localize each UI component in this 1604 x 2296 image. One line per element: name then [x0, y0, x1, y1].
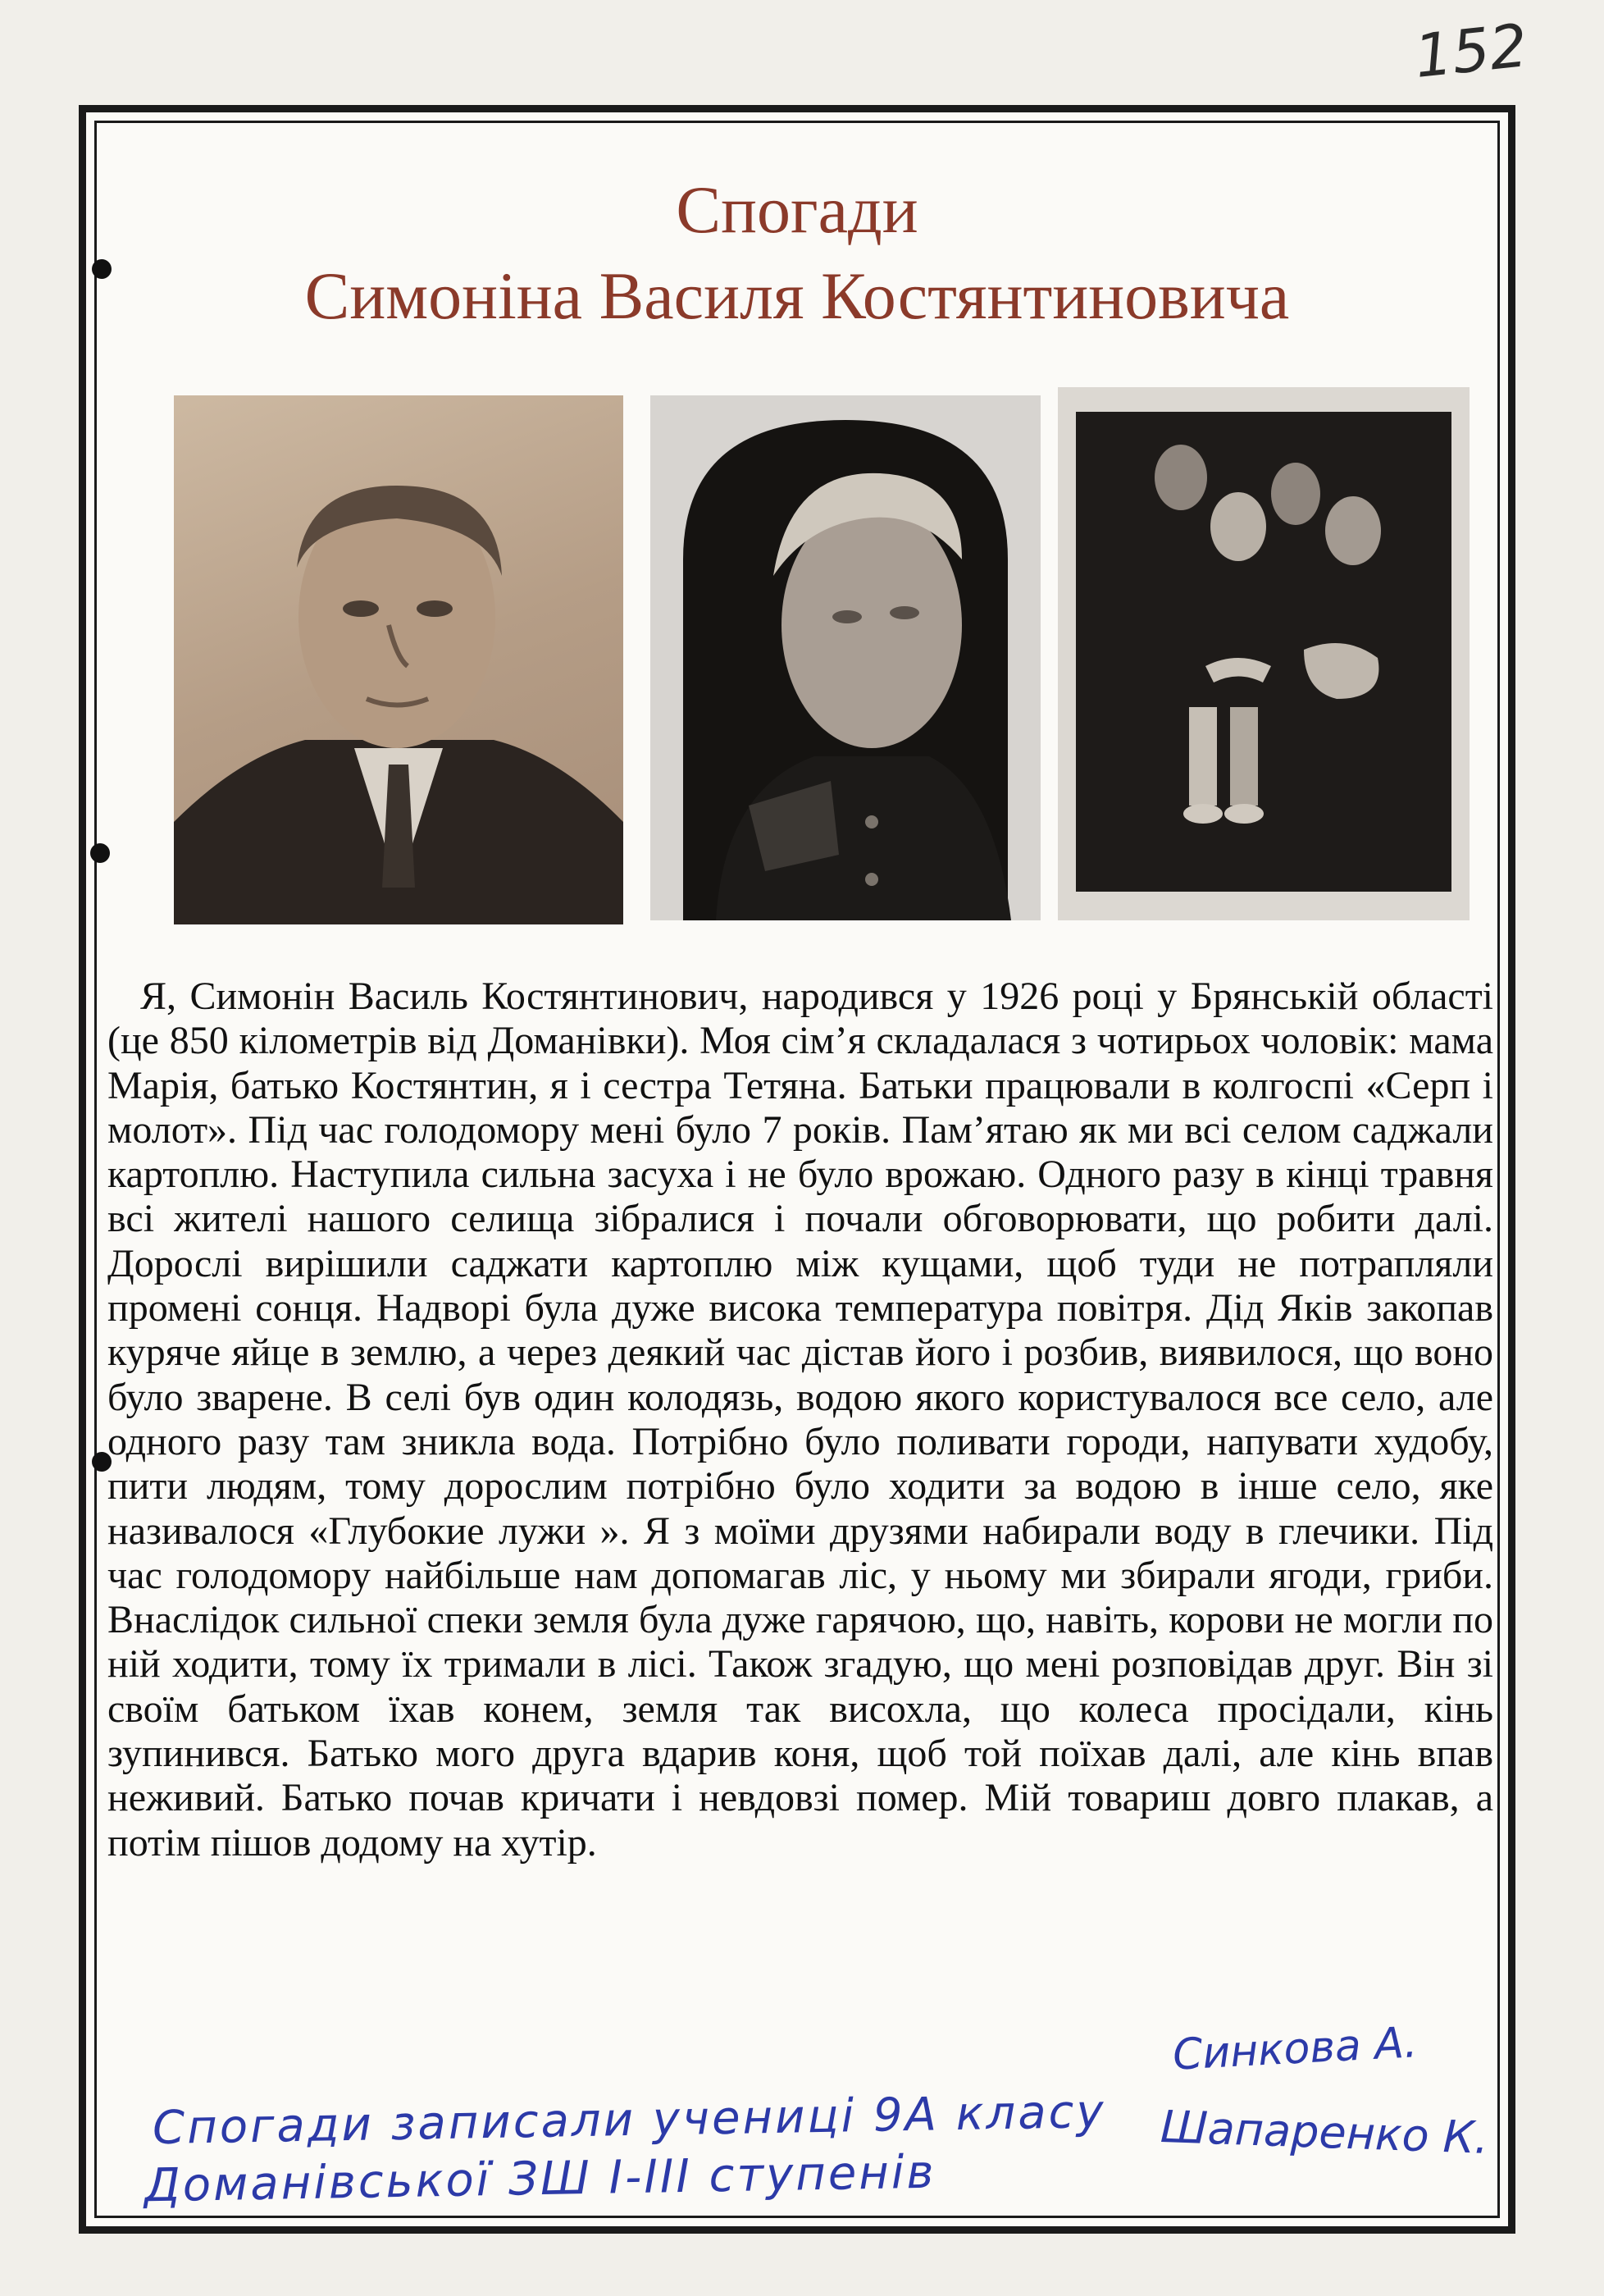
punch-hole — [90, 843, 110, 863]
handwritten-signature-top: Синкова А. — [1171, 2018, 1419, 2080]
portrait-young-soldier-photo — [650, 395, 1041, 920]
handwritten-signature-bottom: Шапаренко К. — [1160, 2101, 1490, 2164]
portrait-elderly-man-photo — [174, 395, 623, 924]
group-of-four-people-photo — [1058, 387, 1470, 920]
page-number: 152 — [1410, 11, 1531, 91]
title-line-2: Симоніна Василя Костянтиновича — [304, 258, 1290, 333]
handwritten-note-line-1: Спогади записали учениці 9А класу — [152, 2084, 1107, 2156]
handwritten-note-line-2: Доманівської ЗШ І-ІІІ ступенів — [144, 2145, 936, 2213]
title-line-1: Спогади — [676, 172, 918, 247]
memoir-body-text: Я, Симонін Василь Костянтинович, народився у 1926 році у Брянській області (це 850 кілометрів від Доманівки). Моя сім’я складалася з чотирьох чоловік: мама Марія, батько Костянтин, я і сестра Тетяна. Батьки працювали в колгоспі «Серп і молот». Під час голодомору мені було 7 років. Пам’ятаю як ми всі селом саджали картоплю. Наступила сильна засуха і не було врожаю. Одного разу в кінці травня всі жителі нашого селища зібралися і почали обговорювати, що робити далі. Дорослі вирішили саджати картоплю між кущами, щоб туди не потрапляли промені сонця. Надворі була дуже висока температура повітря. Дід Яків закопав куряче яйце в землю, а через деякий час дістав його і розбив, виявилося, що воно було зварене. В селі був один колодязь, водою якого користувалося все село, але одного разу там зникла вода. Потрібно було поливати городи, напувати худобу, пити людям, тому дорослим потрібно було ходити за водою в інше село, яке називалося «Глубокие лужи ». Я з моїми друзями набирали воду в глечики. Під час голодомору найбільше нам допомагав ліс, у ньому ми збирали ягоди, гриби. Внаслідок сильної спеки земля була дуже гарячою, що, навіть, корови не могли по ній ходити, тому їх тримали в лісі. Також згадую, що мені розповідав друг. Він зі своїм батьком їхав конем, земля так висохла, що колеса просідали, кінь зупинився. Батько мого друга вдарив коня, щоб той поїхав далі, але кінь впав неживий. Батько почав кричати і невдовзі помер. Мій товариш довго плакав, а потім пішов додому на хутір. — [107, 975, 1493, 1865]
